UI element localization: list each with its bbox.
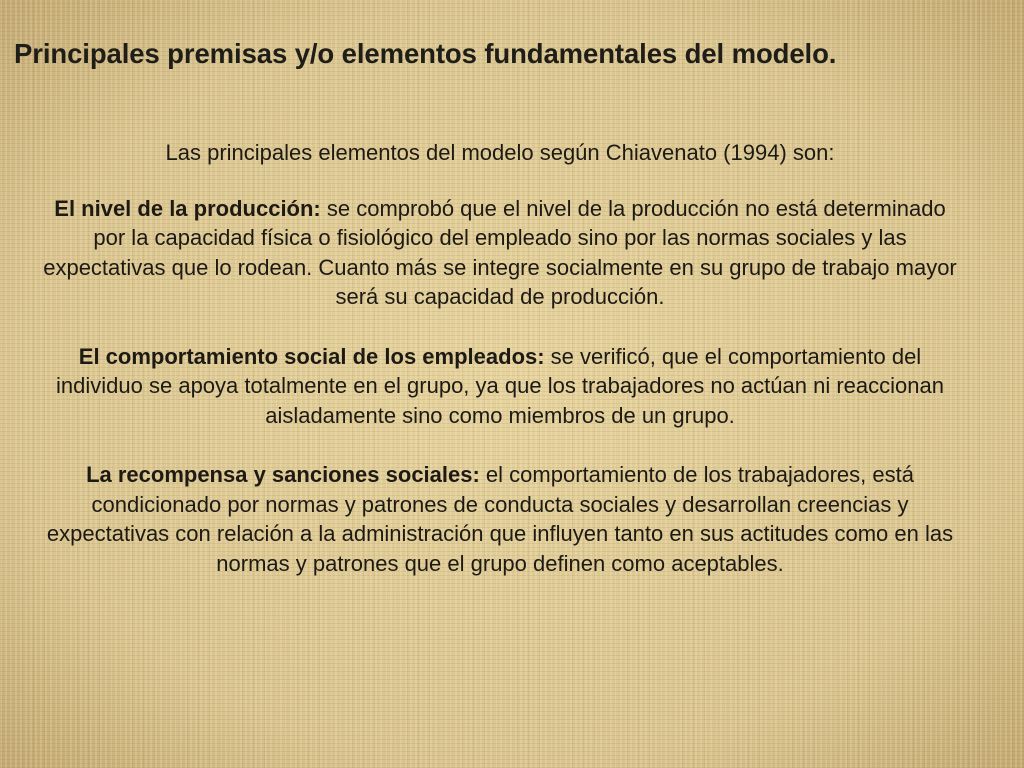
point-production-level — [40, 194, 960, 312]
point-heading: El nivel de la producción: — [54, 195, 321, 221]
intro-text: Las principales elementos del modelo según Chiavenato (1994) son: — [165, 140, 835, 165]
point-text: el comportamiento de los trabajadores, está condicionado por normas y patrones de conducta sociales y desarrollan creencias y expectativas con relación a la administración que influyen tanto en sus actitudes como en las normas y patrones que el grupo definen como aceptables. — [46, 462, 954, 576]
point-heading: La recompensa y sanciones sociales: — [86, 462, 480, 487]
point-heading: El comportamiento social de los empleados: — [78, 343, 545, 369]
point-text: se comprobó que el nivel de la producción no está determinado por la capacidad física o fisiológico del empleado sino por las normas sociales y las expectativas que lo rodean. Cuanto más se integre socialmente en su grupo de trabajo mayor será su capacidad de producción. — [43, 195, 957, 309]
point-social-rewards — [40, 460, 960, 578]
slide-body — [40, 138, 960, 608]
point-text: se verificó, que el comportamiento del individuo se apoya totalmente en el grupo, ya que los trabajadores no actúan ni reaccionan aisladamente sino como miembros de un grupo. — [56, 343, 944, 428]
slide-title: Principales premisas y/o elementos fundamentales del modelo. — [14, 38, 837, 69]
point-social-behavior — [40, 342, 960, 431]
